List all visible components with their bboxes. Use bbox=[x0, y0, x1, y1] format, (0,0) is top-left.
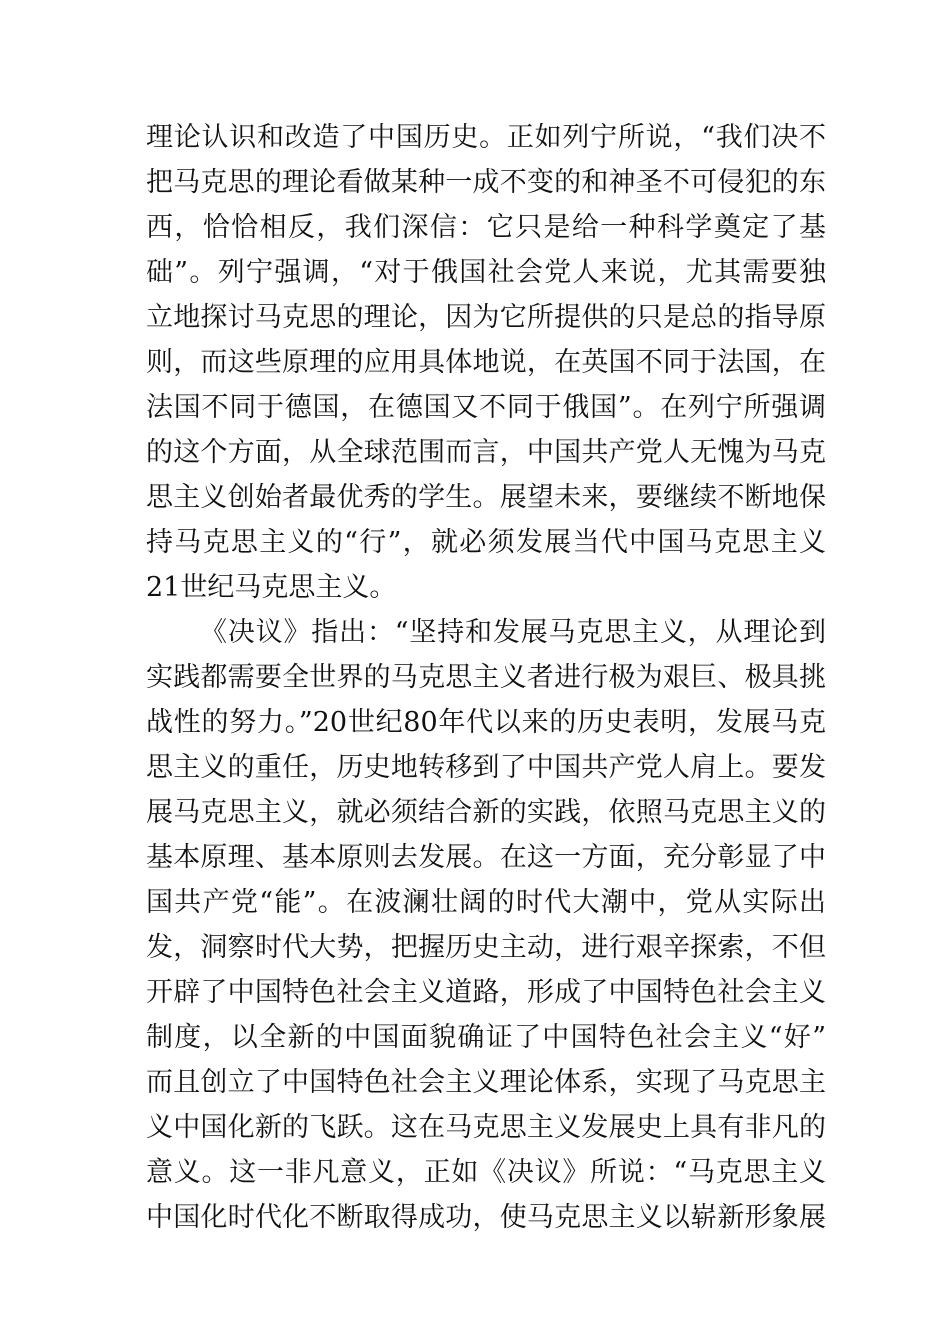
text-line: 法国不同于德国，在德国又不同于俄国”。在列宁所强调 bbox=[146, 392, 826, 423]
text-line: 义中国化新的飞跃。这在马克思主义发展史上具有非凡的 bbox=[146, 1112, 826, 1143]
text-line: 发，洞察时代大势，把握历史主动，进行艰辛探索，不但 bbox=[146, 932, 826, 963]
text-line: 制度，以全新的中国面貌确证了中国特色社会主义“好” bbox=[146, 1022, 826, 1053]
text-line: 中国化时代化不断取得成功，使马克思主义以崭新形象展 bbox=[146, 1202, 826, 1233]
body-text bbox=[146, 115, 826, 1240]
text-line: 把马克思的理论看做某种一成不变的和神圣不可侵犯的东 bbox=[146, 167, 826, 198]
text-line: 而且创立了中国特色社会主义理论体系，实现了马克思主 bbox=[146, 1067, 826, 1098]
text-line: 立地探讨马克思的理论，因为它所提供的只是总的指导原 bbox=[146, 302, 826, 333]
paragraph-2 bbox=[146, 610, 826, 1240]
text-line: 战性的努力。”20世纪80年代以来的历史表明，发展马克 bbox=[146, 707, 826, 738]
text-line: 则，而这些原理的应用具体地说，在英国不同于法国，在 bbox=[146, 347, 826, 378]
text-line: 21世纪马克思主义。 bbox=[146, 572, 397, 603]
text-line: 础”。列宁强调，“对于俄国社会党人来说，尤其需要独 bbox=[146, 257, 826, 288]
paragraph-1 bbox=[146, 115, 826, 610]
text-line: 的这个方面，从全球范围而言，中国共产党人无愧为马克 bbox=[146, 437, 826, 468]
text-line: 开辟了中国特色社会主义道路，形成了中国特色社会主义 bbox=[146, 977, 826, 1008]
text-line: 国共产党“能”。在波澜壮阔的时代大潮中，党从实际出 bbox=[146, 887, 826, 918]
text-line: 基本原理、基本原则去发展。在这一方面，充分彰显了中 bbox=[146, 842, 826, 873]
text-line: 思主义创始者最优秀的学生。展望未来，要继续不断地保 bbox=[146, 482, 826, 513]
text-line: 持马克思主义的“行”，就必须发展当代中国马克思主义 bbox=[146, 527, 826, 558]
text-line: 意义。这一非凡意义，正如《决议》所说：“马克思主义 bbox=[146, 1157, 826, 1188]
text-line: 《决议》指出：“坚持和发展马克思主义，从理论到 bbox=[200, 617, 826, 648]
text-line: 理论认识和改造了中国历史。正如列宁所说，“我们决不 bbox=[146, 122, 826, 153]
text-line: 实践都需要全世界的马克思主义者进行极为艰巨、极具挑 bbox=[146, 662, 826, 693]
text-line: 思主义的重任，历史地转移到了中国共产党人肩上。要发 bbox=[146, 752, 826, 783]
text-line: 西，恰恰相反，我们深信：它只是给一种科学奠定了基 bbox=[146, 212, 826, 243]
text-line: 展马克思主义，就必须结合新的实践，依照马克思主义的 bbox=[146, 797, 826, 828]
